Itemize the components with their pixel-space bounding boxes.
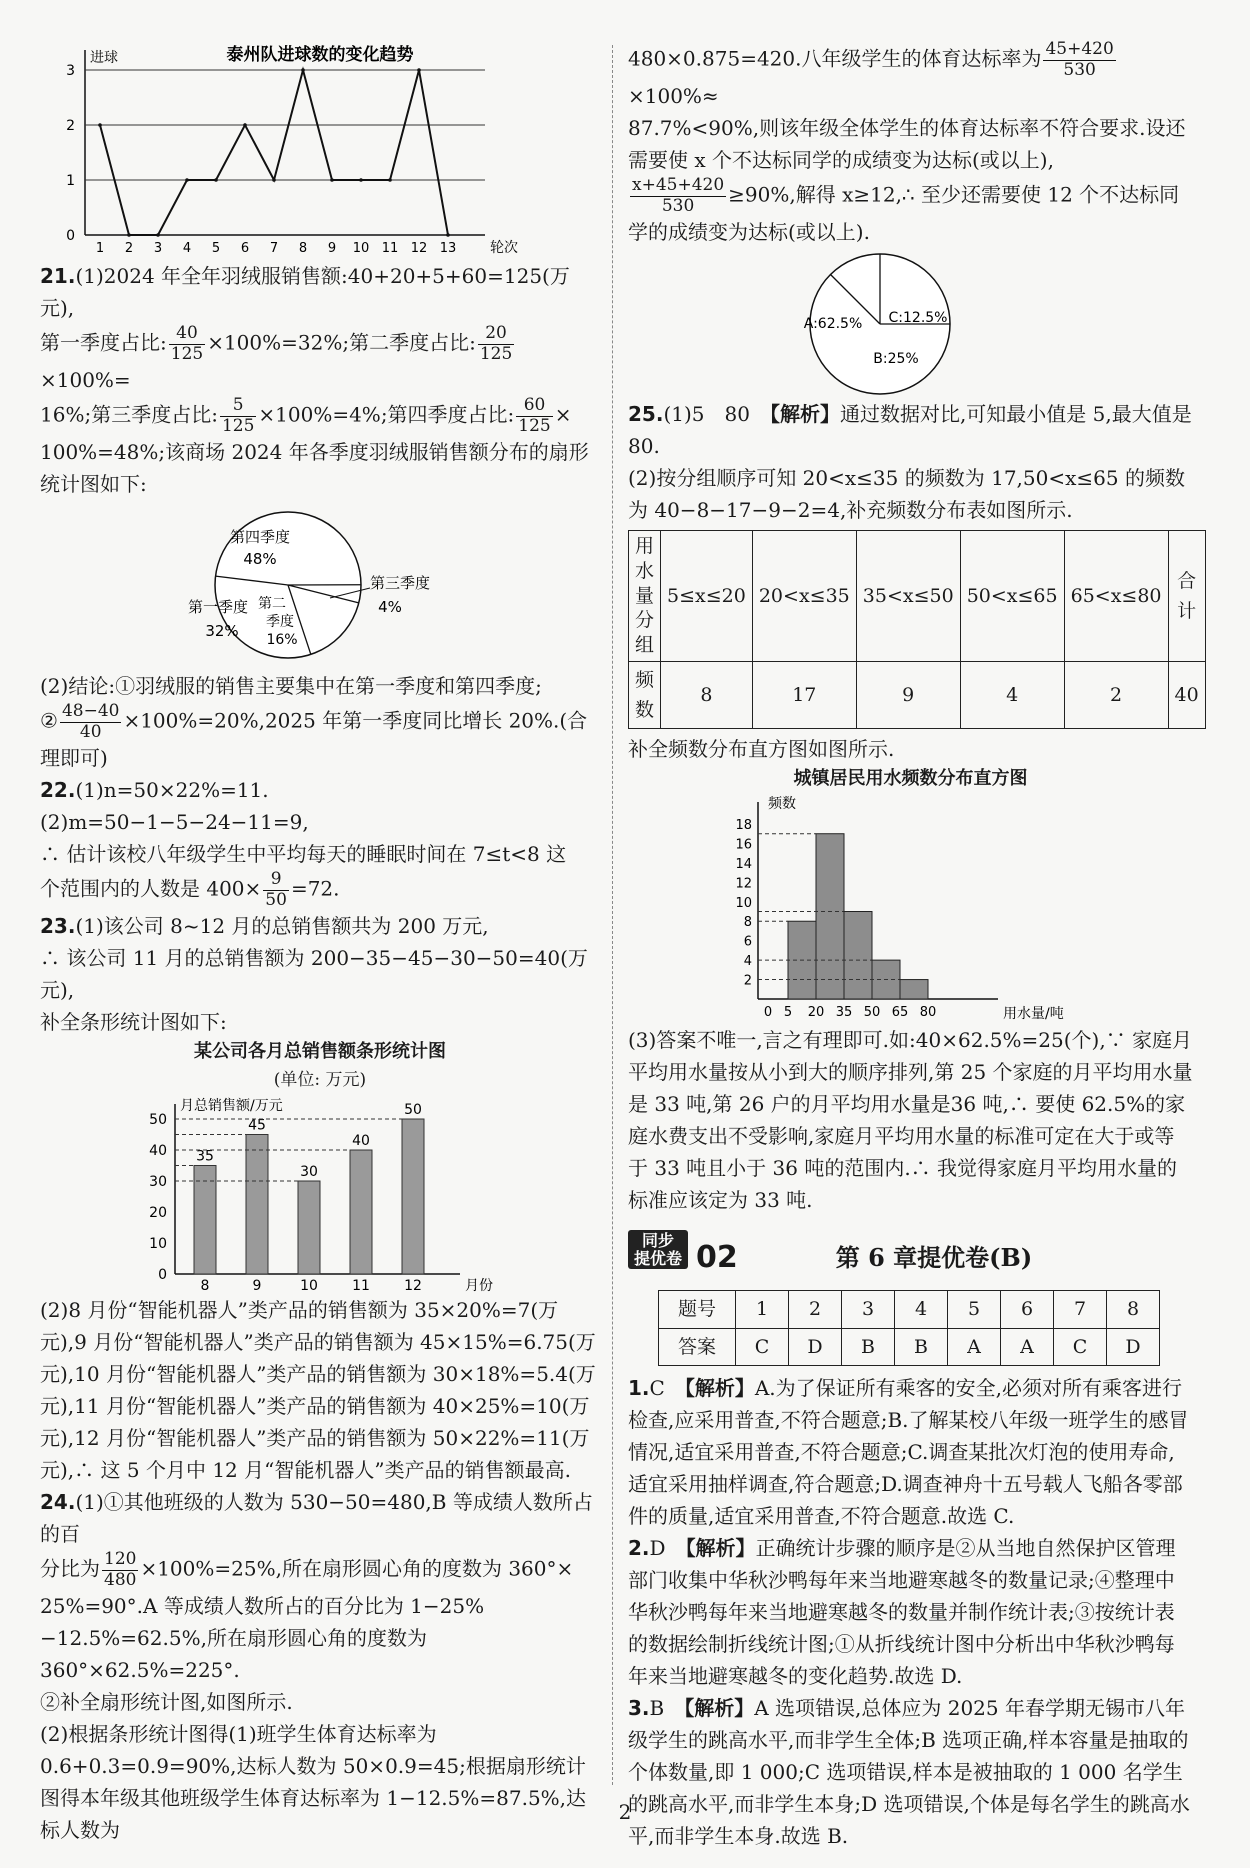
sales-chart-unit: (单位: 万元) xyxy=(273,1070,367,1091)
bar-value-label: 30 xyxy=(300,1164,318,1181)
q22-text: 个范围内的人数是 400× xyxy=(40,876,262,901)
histogram-bar xyxy=(844,912,872,1000)
table-cell: A xyxy=(948,1328,1001,1365)
numerator: 20 xyxy=(478,324,514,345)
y-tick-label: 18 xyxy=(735,818,752,834)
s1-answer: C xyxy=(649,1376,665,1401)
x-tick-label: 7 xyxy=(269,241,279,256)
table-cell: 9 xyxy=(856,661,960,729)
data-point xyxy=(359,178,363,182)
x-tick-label: 2 xyxy=(124,241,134,256)
x-tick-label: 10 xyxy=(300,1278,318,1295)
x-tick-label: 4 xyxy=(182,241,192,256)
data-point xyxy=(185,178,189,182)
table-cell: 50<x≤65 xyxy=(960,531,1064,661)
denominator: 125 xyxy=(170,343,204,364)
histogram-title: 城镇居民用水频数分布直方图 xyxy=(793,768,1028,790)
bar-value-label: 45 xyxy=(248,1117,266,1134)
table-row xyxy=(629,531,1206,661)
histogram-xlabel: 用水量/吨 xyxy=(1003,1006,1064,1023)
analysis-tag: 【解析】 xyxy=(769,402,840,427)
bar-value-label: 50 xyxy=(404,1102,422,1119)
s1-number: 1. xyxy=(628,1376,650,1401)
bar-value-label: 40 xyxy=(352,1133,370,1150)
y-tick-label: 8 xyxy=(743,915,752,931)
bar xyxy=(350,1150,372,1274)
q21-text: 16%;第三季度占比: xyxy=(40,402,218,427)
histogram-ylabel: 频数 xyxy=(768,796,796,813)
q22-text: =72. xyxy=(290,876,340,901)
section-number: 02 xyxy=(696,1240,738,1276)
data-point xyxy=(301,68,305,72)
q24-line1: (1)①其他班级的人数为 530−50=480,B 等成绩人数所占的百 xyxy=(40,1490,593,1547)
frequency-table xyxy=(628,530,1206,729)
data-point xyxy=(272,178,276,182)
x-tick-label: 8 xyxy=(298,241,308,256)
histogram-bar xyxy=(816,834,844,999)
x-tick-label: 1 xyxy=(95,241,105,256)
table-cell: D xyxy=(1107,1328,1160,1365)
grade-pie-chart xyxy=(628,248,1193,398)
q21-line4: 100%=48%;该商场 2024 年各季度羽绒服销售额分布的扇形统计图如下: xyxy=(40,440,589,497)
q24-r2: 87.7%<90%,则该年级全体学生的体育达标率不符合要求.设还需要使 x 个不达标同学的成绩变为达标(或以上), xyxy=(628,116,1186,173)
badge-line2: 提优卷 xyxy=(634,1248,683,1268)
denominator: 50 xyxy=(265,889,287,910)
table-cell: B xyxy=(895,1328,948,1365)
fraction xyxy=(516,396,552,436)
bar-value-label: 35 xyxy=(196,1148,214,1165)
s1-text: A.为了保证所有乘客的安全,必须对所有乘客进行检查,应采用普查,不符合题意;B.了解某校八年级一班学生的感冒情况,适宜采用普查,不符合题意;C.调查某批次灯泡的使用寿命,适宜采用抽样调查,符合题意;D.调查神舟十五号载人飞船各零部件的质量,适宜采用普查,不符合题意.故选 C. xyxy=(628,1376,1189,1529)
q22-number: 22. xyxy=(40,778,76,803)
table-cell: 7 xyxy=(1054,1291,1107,1328)
table-cell: 40 xyxy=(1168,661,1205,729)
x-tick-label: 5 xyxy=(783,1005,793,1021)
line-chart-ylabel: 进球 xyxy=(90,50,118,66)
pie-label-q2b: 季度 xyxy=(266,614,294,631)
pie-value-q3: 4% xyxy=(378,598,402,617)
x-tick-label: 20 xyxy=(807,1005,825,1021)
right-column xyxy=(628,39,1199,1852)
section-badge xyxy=(628,1230,688,1269)
numerator: 120 xyxy=(104,1549,137,1570)
table-cell: 合计 xyxy=(1168,531,1205,661)
table-header: 答案 xyxy=(659,1328,736,1365)
table-cell: 6 xyxy=(1001,1291,1054,1328)
table-cell: 5≤x≤20 xyxy=(661,531,753,661)
numerator: 45+420 xyxy=(1045,39,1114,59)
q24-text: 分比为 xyxy=(40,1556,100,1581)
sales-ylabel: 月总销售额/万元 xyxy=(180,1098,283,1115)
q24-text: ×100%=25%,所在扇形圆心角的度数为 360°× xyxy=(140,1556,574,1581)
y-tick-label: 4 xyxy=(743,954,752,970)
data-point xyxy=(98,123,102,127)
numerator: 9 xyxy=(263,870,289,891)
x-tick-label: 12 xyxy=(410,241,428,256)
x-tick-label: 10 xyxy=(352,241,370,256)
table-cell: 20<x≤35 xyxy=(752,531,856,661)
pie-label-q1: 第一季度 xyxy=(187,598,249,617)
q24-number: 24. xyxy=(40,1490,76,1515)
data-point xyxy=(330,178,334,182)
line-chart xyxy=(40,40,600,260)
q23-line2: ∴ 该公司 11 月的总销售额为 200−35−45−30−50=40(万元), xyxy=(40,946,588,1003)
q24-line5: (2)根据条形统计图得(1)班学生体育达标率为 0.6+0.3=0.9=90%,达标人数为 50×0.9=45;根据扇形统计图得本年级其他班级学生体育达标率为 1−12.5%=87.5%,达标人数为 xyxy=(40,1722,587,1843)
q25-text: 通过数据对比,可知最小值是 5,最大值是 80. xyxy=(628,402,1192,459)
pie-label-q3: 第三季度 xyxy=(369,574,431,593)
denominator: 40 xyxy=(79,721,102,742)
s3-number: 3. xyxy=(628,1696,650,1721)
q22-line3: ∴ 估计该校八年级学生中平均每天的睡眠时间在 7≤t<8 这 xyxy=(40,842,567,867)
y-tick-label: 16 xyxy=(735,837,752,853)
q22-line1: (1)n=50×22%=11. xyxy=(75,778,269,803)
q23-line1: (1)该公司 8~12 月的总销售额共为 200 万元, xyxy=(75,914,489,939)
data-point xyxy=(243,123,247,127)
q23-part2: (2)8 月份“智能机器人”类产品的销售额为 35×20%=7(万元),9 月份“智能机器人”类产品的销售额为 45×15%=6.75(万元),10 月份“智能机器人”类产品的销售额为 30×18%=5.4(万元),11 月份“智能机器人”类产品的销售额为 40×25%=10(万元),12 月份“智能机器人”类产品的销售额为 50×22%=11(万元),∴ 这 5 个月中 12 月“智能机器人”类产品的销售额最高. xyxy=(40,1298,596,1483)
fraction xyxy=(630,176,726,216)
y-tick-label: 0 xyxy=(66,228,75,244)
pie-label-b: B:25% xyxy=(873,351,919,368)
line-chart-xlabel: 轮次 xyxy=(490,240,518,256)
table-cell: 8 xyxy=(1107,1291,1160,1328)
s2-number: 2. xyxy=(628,1536,650,1561)
y-tick-label: 50 xyxy=(149,1112,167,1129)
x-tick-label: 6 xyxy=(240,241,250,256)
q23-line3: 补全条形统计图如下: xyxy=(40,1010,227,1035)
q21-text: 第一季度占比: xyxy=(40,330,167,355)
y-tick-label: 10 xyxy=(735,895,752,911)
q24-line3: 25%=90°.A 等成绩人数所占的百分比为 1−25%−12.5%=62.5%,所在扇形圆心角的度数为 360°×62.5%=225°. xyxy=(40,1594,485,1683)
q24-text: ×100%≈ xyxy=(628,84,719,109)
q24-line4: ②补全扇形统计图,如图所示. xyxy=(40,1690,293,1715)
q22-line2: (2)m=50−1−5−24−11=9, xyxy=(40,810,309,835)
x-tick-label: 80 xyxy=(919,1005,937,1021)
table-cell: 1 xyxy=(736,1291,789,1328)
pie-label-a: A:62.5% xyxy=(803,316,863,333)
q24-text: ≥90%,解得 x≥12,∴ 至少还需要使 12 个不达标同学的成绩变为达标(或以上). xyxy=(628,182,1180,245)
table-cell: D xyxy=(789,1328,842,1365)
analysis-tag: 【解析】 xyxy=(685,1536,756,1561)
water-histogram xyxy=(628,794,1193,1024)
data-point xyxy=(214,178,218,182)
x-tick-label: 11 xyxy=(352,1278,370,1295)
table-cell: 65<x≤80 xyxy=(1064,531,1168,661)
x-tick-label: 0 xyxy=(763,1005,773,1021)
page-number: 2 xyxy=(618,1800,632,1824)
denominator: 480 xyxy=(104,1569,137,1590)
y-tick-label: 10 xyxy=(149,1236,167,1253)
numerator: 60 xyxy=(516,396,552,417)
fraction xyxy=(1043,40,1115,80)
x-tick-label: 50 xyxy=(863,1005,881,1021)
numerator: x+45+420 xyxy=(632,175,725,196)
fraction xyxy=(478,324,514,364)
denominator: 530 xyxy=(1063,59,1096,80)
y-tick-label: 6 xyxy=(743,934,752,950)
table-row xyxy=(629,661,1206,729)
fraction xyxy=(102,1550,138,1590)
x-tick-label: 9 xyxy=(252,1278,262,1295)
table-cell: 2 xyxy=(1064,661,1168,729)
histogram-bar xyxy=(900,980,928,999)
sales-bar-chart xyxy=(40,1094,600,1294)
data-point xyxy=(446,233,450,237)
table-cell: C xyxy=(736,1328,789,1365)
x-tick-label: 5 xyxy=(211,241,221,256)
s3-text: A 选项错误,总体应为 2025 年春学期无锡市八年级学生的跳高水平,而非学生全体;B 选项正确,样本容量是抽取的个体数量,即 1 000;C 选项错误,样本是被抽取的 1 000 名学生的跳高水平,而非学生本身;D 选项错误,个体是每名学生的跳高水平,而非学生本身.故选 B. xyxy=(628,1696,1190,1849)
denominator: 530 xyxy=(661,195,695,216)
bar xyxy=(194,1166,216,1275)
fraction xyxy=(220,396,256,436)
s2-text: 正确统计步骤的顺序是②从当地自然保护区管理部门收集中华秋沙鸭每年来当地避寒越冬的数量记录;④整理中华秋沙鸭每年来当地避寒越冬的数量并制作统计表;③按统计表的数据绘制折线统计图;①从折线统计图中分析出中华秋沙鸭每年来当地避寒越冬的变化趋势.故选 D. xyxy=(628,1536,1176,1689)
q25-line3: 补全频数分布直方图如图所示. xyxy=(628,737,895,762)
pie-value-q4: 48% xyxy=(243,550,277,569)
pie-value-q1: 32% xyxy=(205,622,239,641)
x-tick-label: 11 xyxy=(381,241,399,256)
data-point xyxy=(127,233,131,237)
goals-series-line xyxy=(100,70,448,235)
s3-answer: B xyxy=(649,1696,665,1721)
y-tick-label: 3 xyxy=(66,63,75,79)
q25-text: (1)5 80 xyxy=(663,402,770,427)
y-tick-label: 2 xyxy=(66,118,75,134)
table-header: 题号 xyxy=(659,1291,736,1328)
q21-line5: (2)结论:①羽绒服的销售主要集中在第一季度和第四季度; xyxy=(40,674,542,699)
sales-chart-title: 某公司各月总销售额条形统计图 xyxy=(194,1041,446,1063)
pie-label-c: C:12.5% xyxy=(888,310,948,327)
table-cell: 2 xyxy=(789,1291,842,1328)
table-row xyxy=(659,1328,1160,1365)
fraction xyxy=(169,324,205,364)
table-cell: 5 xyxy=(948,1291,1001,1328)
q25-line2: (2)按分组顺序可知 20<x≤35 的频数为 17,50<x≤65 的频数为 40−8−17−9−2=4,补充频数分布表如图所示. xyxy=(628,466,1185,523)
line-chart-title: 泰州队进球数的变化趋势 xyxy=(226,45,414,65)
section-header xyxy=(628,1230,1193,1282)
table-cell: 4 xyxy=(895,1291,948,1328)
y-tick-label: 12 xyxy=(735,876,752,892)
column-divider xyxy=(612,45,613,1785)
x-tick-label: 65 xyxy=(891,1005,909,1021)
q21-number: 21. xyxy=(40,264,76,288)
table-cell: C xyxy=(1054,1328,1107,1365)
section-title: 第 6 章提优卷(B) xyxy=(835,1243,1033,1273)
y-tick-label: 14 xyxy=(735,857,752,873)
pie-label-q2a: 第二 xyxy=(258,596,286,613)
fraction xyxy=(60,702,122,742)
data-point xyxy=(156,233,160,237)
bar xyxy=(402,1119,424,1274)
numerator: 40 xyxy=(169,324,205,345)
left-column xyxy=(40,40,600,1846)
x-tick-label: 9 xyxy=(327,241,337,256)
analysis-tag: 【解析】 xyxy=(684,1696,755,1721)
quarter-pie-chart xyxy=(40,500,600,670)
x-tick-label: 8 xyxy=(200,1278,210,1295)
q21-text: ×100%=4%;第四季度占比: xyxy=(258,402,515,427)
table-cell: 8 xyxy=(661,661,753,729)
denominator: 125 xyxy=(479,343,513,364)
table-cell: A xyxy=(1001,1328,1054,1365)
table-row xyxy=(659,1291,1160,1328)
pie-label-q4: 第四季度 xyxy=(229,528,291,547)
numerator: 48−40 xyxy=(61,701,120,722)
denominator: 125 xyxy=(221,415,255,436)
y-tick-label: 1 xyxy=(66,173,75,189)
q21-text: ×100%= xyxy=(40,368,131,393)
q21-text: × xyxy=(554,402,572,427)
table-cell: 4 xyxy=(960,661,1064,729)
q21-text: ② xyxy=(40,708,58,733)
pie-value-q2: 16% xyxy=(266,632,298,649)
bar xyxy=(298,1181,320,1274)
answer-table xyxy=(658,1290,1160,1366)
x-tick-label: 3 xyxy=(153,241,163,256)
y-tick-label: 0 xyxy=(158,1267,167,1284)
y-tick-label: 2 xyxy=(743,973,752,989)
data-point xyxy=(388,178,392,182)
table-cell: B xyxy=(842,1328,895,1365)
sales-xlabel: 月份 xyxy=(465,1278,493,1295)
table-cell: 17 xyxy=(752,661,856,729)
y-tick-label: 40 xyxy=(149,1143,167,1160)
bar xyxy=(246,1135,268,1275)
x-tick-label: 35 xyxy=(835,1005,853,1021)
q23-number: 23. xyxy=(40,914,76,939)
s2-answer: D xyxy=(649,1536,666,1561)
q25-number: 25. xyxy=(628,402,664,427)
q21-text: ×100%=32%;第二季度占比: xyxy=(207,330,476,355)
y-tick-label: 20 xyxy=(149,1205,167,1222)
table-header: 用水量分组 xyxy=(629,531,661,661)
numerator: 5 xyxy=(220,396,256,417)
fraction xyxy=(263,870,289,910)
table-cell: 3 xyxy=(842,1291,895,1328)
q24-text: 480×0.875=420.八年级学生的体育达标率为 xyxy=(628,46,1042,71)
x-tick-label: 12 xyxy=(404,1278,422,1295)
denominator: 125 xyxy=(518,415,551,436)
x-tick-label: 13 xyxy=(439,241,457,256)
data-point xyxy=(417,68,421,72)
y-tick-label: 30 xyxy=(149,1174,167,1191)
table-header: 频数 xyxy=(629,661,661,729)
badge-line1: 同步 xyxy=(642,1231,675,1251)
q21-line1: (1)2024 年全年羽绒服销售额:40+20+5+60=125(万元), xyxy=(40,264,570,320)
q21-text: ×100%=20%,2025 年第一季度同比增长 20%.(合理即可) xyxy=(40,708,588,771)
analysis-tag: 【解析】 xyxy=(684,1376,755,1401)
table-cell: 35<x≤50 xyxy=(856,531,960,661)
q25-part3: (3)答案不唯一,言之有理即可.如:40×62.5%=25(个),∵ 家庭月平均用水量按从小到大的顺序排列,第 25 个家庭的月平均用水量是 33 吨,第 26 户的月平均用水量是36 吨,∴ 要使 62.5%的家庭水费支出不受影响,家庭月平均用水量的标准可定在大于或等于 33 吨且小于 36 吨的范围内.∴ 我觉得家庭月平均用水量的标准应该定为 33 吨. xyxy=(628,1028,1193,1213)
